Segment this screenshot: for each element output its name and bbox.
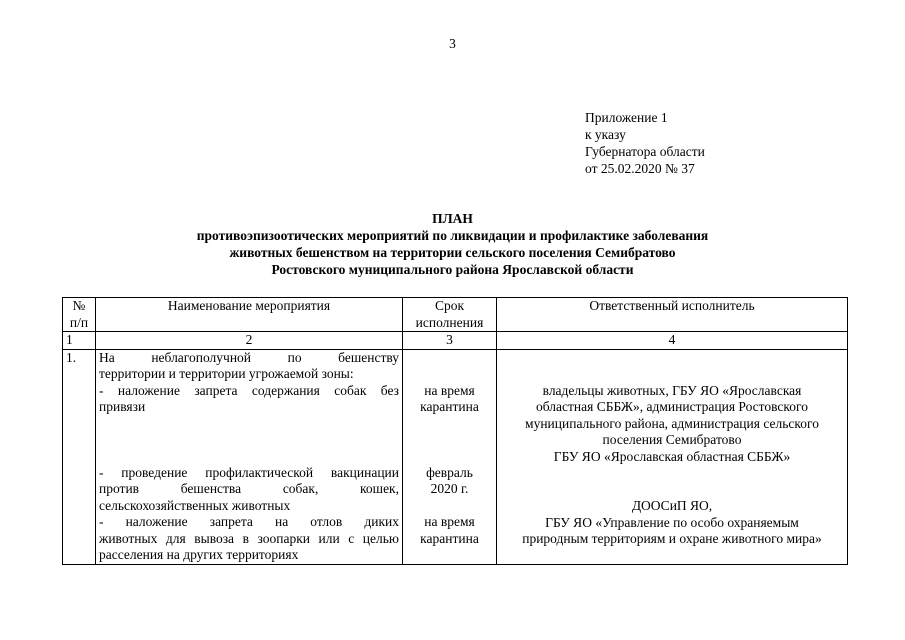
title-heading: ПЛАН xyxy=(432,211,473,226)
page-number: 3 xyxy=(449,36,456,51)
header-term xyxy=(403,298,497,332)
appendix-block xyxy=(585,109,705,177)
term-line: 2020 г. xyxy=(430,481,469,496)
title-line: противоэпизоотических мероприятий по ликвидации и профилактике заболевания xyxy=(196,228,709,243)
executor-line: ГБУ ЯО «Управление по особо охраняемым xyxy=(545,514,799,530)
table-header-row xyxy=(63,298,848,332)
measure-line: - проведение профилактической вакцинации xyxy=(99,464,399,480)
measure-line: привязи xyxy=(99,399,146,414)
appendix-line: Губернатора области xyxy=(585,144,705,159)
spacer xyxy=(500,350,844,383)
table-row xyxy=(63,349,848,564)
executors-cell xyxy=(497,349,848,564)
executor-line: поселения Семибратово xyxy=(602,432,742,447)
header-measure: Наименование мероприятия xyxy=(96,298,403,332)
term-line: карантина xyxy=(420,530,479,546)
header-number-line: п/п xyxy=(69,314,89,330)
measure-line: животных для вывоза в зоопарки или с целью xyxy=(99,530,399,546)
header-number xyxy=(63,298,96,332)
measure-intro-line: На неблагополучной по бешенству xyxy=(99,349,399,365)
title-line: Ростовского муниципального района Ярославской области xyxy=(271,262,634,277)
measure-line: расселения на других территориях xyxy=(99,547,299,562)
header-term-line: Срок xyxy=(434,298,465,313)
term-line: на время xyxy=(424,382,475,398)
spacer xyxy=(99,416,399,465)
executor-line: владельцы животных, ГБУ ЯО «Ярославская xyxy=(542,382,802,398)
executor-line: муниципального района, администрация сельского xyxy=(525,415,819,431)
column-number-cell: 2 xyxy=(96,332,403,350)
spacer xyxy=(406,350,493,383)
appendix-date-line: от 25.02.2020 № 37 xyxy=(585,161,695,176)
column-number-cell: 1 xyxy=(63,332,96,350)
terms-cell xyxy=(403,349,497,564)
column-number-cell: 3 xyxy=(403,332,497,350)
header-term-line: исполнения xyxy=(415,314,484,330)
executor-line: природным территориям и охране животного мира» xyxy=(522,531,822,546)
header-executor: Ответственный исполнитель xyxy=(497,298,848,332)
measure-line: - наложение запрета содержания собак без xyxy=(99,382,399,398)
term-line: февраль xyxy=(426,464,473,480)
executor-line: ГБУ ЯО «Ярославская областная СББЖ» xyxy=(553,448,791,464)
row-number: 1. xyxy=(63,349,96,564)
document-title xyxy=(0,210,905,278)
column-numbers-row xyxy=(63,332,848,350)
appendix-line: к указу xyxy=(585,127,626,142)
term-line: карантина xyxy=(420,399,479,414)
plan-table xyxy=(62,297,848,565)
spacer xyxy=(500,465,844,498)
spacer xyxy=(406,416,493,465)
column-number-cell: 4 xyxy=(497,332,848,350)
executor-line: областная СББЖ», администрация Ростовского xyxy=(536,399,808,414)
spacer xyxy=(406,498,493,515)
measures-cell xyxy=(96,349,403,564)
measure-line: - наложение запрета на отлов диких xyxy=(99,514,399,529)
measure-line: против бешенства собак, кошек, xyxy=(99,481,399,496)
header-number-line: № xyxy=(72,298,86,313)
term-line: на время xyxy=(424,514,475,529)
title-line: животных бешенством на территории сельского поселения Семибратово xyxy=(229,245,676,260)
measure-line: сельскохозяйственных животных xyxy=(99,497,291,513)
appendix-line: Приложение 1 xyxy=(585,110,668,125)
executor-line: ДООСиП ЯО, xyxy=(631,498,713,513)
measure-intro-line: территории и территории угрожаемой зоны: xyxy=(99,366,354,381)
